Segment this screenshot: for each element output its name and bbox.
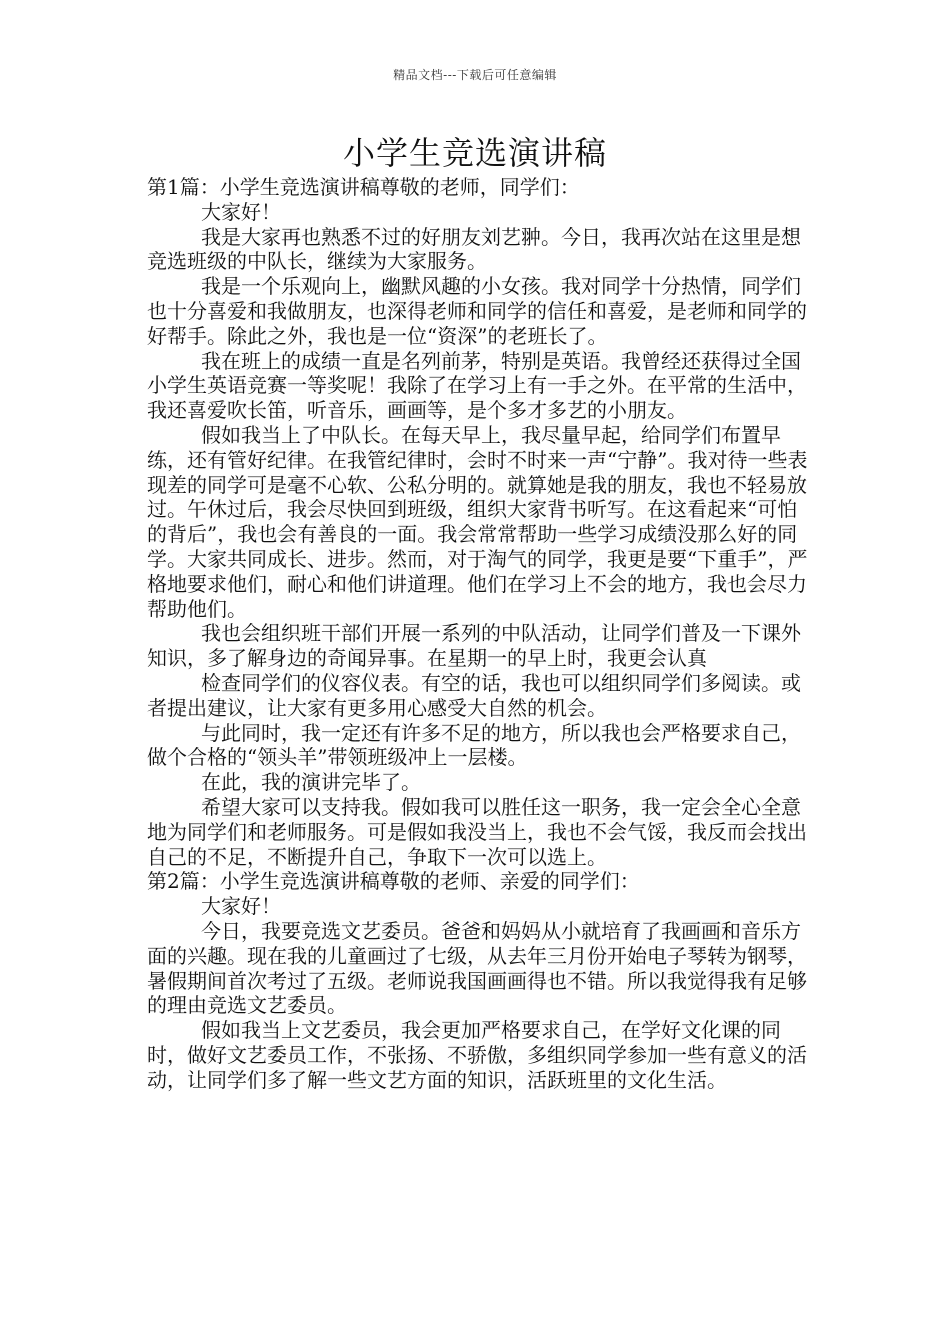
paragraph: 假如我当上文艺委员，我会更加严格要求自己，在学好文化课的同时，做好文艺委员工作，不张扬、不骄傲，多组织同学参加一些有意义的活动，让同学们多了解一些文艺方面的知识，活跃班里的文化生活。 [147,1018,807,1092]
section-heading: 第1篇：小学生竞选演讲稿尊敬的老师，同学们： [147,175,580,199]
paragraph: 在此，我的演讲完毕了。 [201,770,421,795]
document-body [147,175,812,1092]
paragraph: 大家好！ [201,199,281,224]
paragraph: 检查同学们的仪容仪表。有空的话，我也可以组织同学们多阅读。或者提出建议，让大家有更多用心感受大自然的机会。 [147,670,801,720]
paragraph: 我在班上的成绩一直是名列前茅，特别是英语。我曾经还获得过全国小学生英语竞赛一等奖呢！我除了在学习上有一手之外。在平常的生活中，我还喜爱吹长笛，听音乐，画画等，是个多才多艺的小朋友。 [147,348,807,423]
paragraph: 希望大家可以支持我。假如我可以胜任这一职务，我一定会全心全意地为同学们和老师服务。可是假如我没当上，我也不会气馁，我反而会找出自己的不足，不断提升自己，争取下一次可以选上。 [147,794,807,869]
paragraph: 我是一个乐观向上，幽默风趣的小女孩。我对同学十分热情，同学们也十分喜爱和我做朋友，也深得老师和同学的信任和喜爱，是老师和同学的好帮手。除此之外，我也是一位“资深”的老班长了。 [147,274,807,348]
section-heading: 第2篇：小学生竞选演讲稿尊敬的老师、亲爱的同学们： [147,869,640,894]
paragraph: 我也会组织班干部们开展一系列的中队活动，让同学们普及一下课外知识，多了解身边的奇闻异事。在星期一的早上时，我更会认真 [147,621,801,671]
page-header: 精品文档---下载后可任意编辑 [393,68,557,82]
paragraph: 与此同时，我一定还有许多不足的地方，所以我也会严格要求自己，做个合格的“领头羊”带领班级冲上一层楼。 [147,720,801,770]
paragraph: 我是大家再也熟悉不过的好朋友刘艺翀。今日，我再次站在这里是想竞选班级的中队长，继续为大家服务。 [147,224,801,274]
paragraph: 大家好！ [201,894,281,919]
paragraph: 假如我当上了中队长。在每天早上，我尽量早起，给同学们布置早练，还有管好纪律。在我管纪律时，会时不时来一声“宁静”。我对待一些表现差的同学可是毫不心软、公私分明的。就算她是我的朋友，我也不轻易放过。午休过后，我会尽快回到班级，组织大家背书听写。在这看起来“可怕的背后”，我也会有善良的一面。我会常常帮助一些学习成绩没那么好的同学。大家共同成长、进步。然而，对于淘气的同学，我更是要“下重手”，严格地要求他们，耐心和他们讲道理。他们在学习上不会的地方，我也会尽力帮助他们。 [147,422,808,621]
paragraph: 今日，我要竞选文艺委员。爸爸和妈妈从小就培育了我画画和音乐方面的兴趣。现在我的儿童画过了七级，从去年三月份开始电子琴转为钢琴，暑假期间首次考过了五级。老师说我国画画得也不错。所以我觉得我有足够的理由竞选文艺委员。 [147,918,807,1018]
document-title: 小学生竞选演讲稿 [342,134,607,172]
